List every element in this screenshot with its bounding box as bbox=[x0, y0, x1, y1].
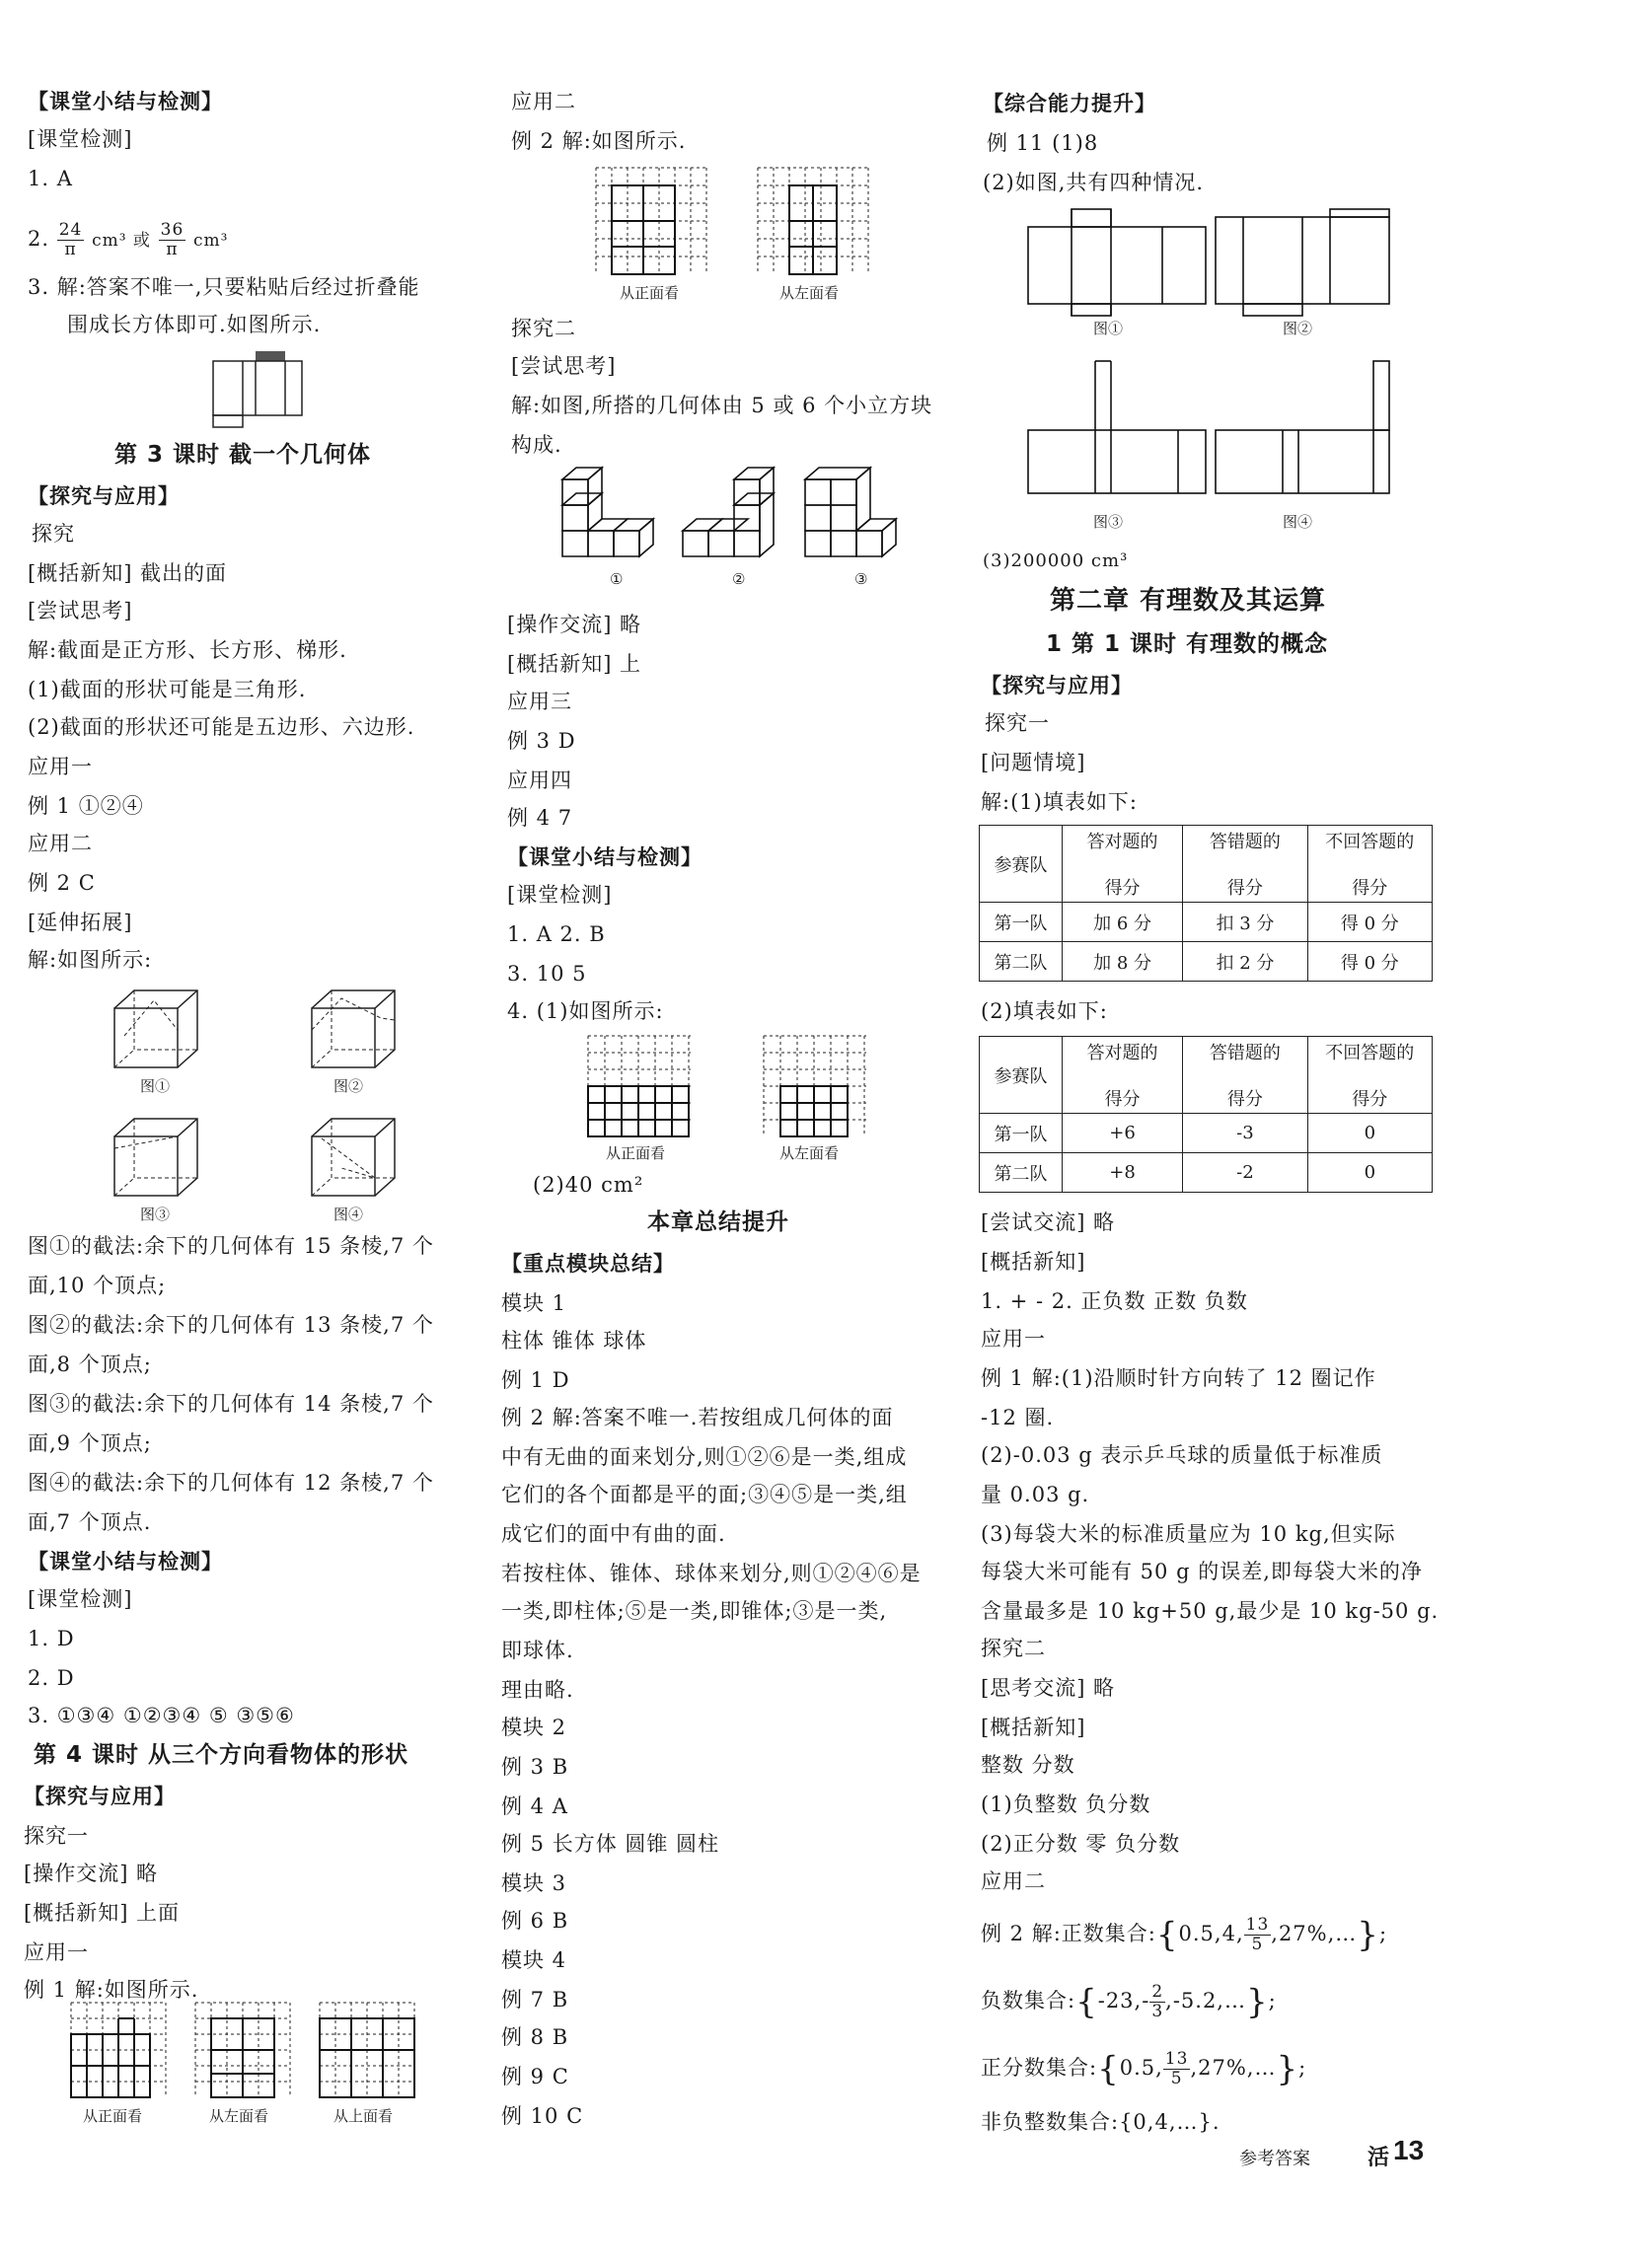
footer-brand: 活 bbox=[1368, 2145, 1390, 2170]
table-cell: +6 bbox=[1062, 1114, 1182, 1153]
view-grid-left bbox=[764, 1036, 872, 1138]
application-label: 应用四 bbox=[507, 768, 572, 792]
example-2-line: 若按柱体、锥体、球体来划分,则①②④⑥是 bbox=[501, 1562, 922, 1585]
explore-label: 探究一 bbox=[985, 711, 1050, 735]
figure-number: ③ bbox=[854, 570, 868, 588]
try-think-heading: [尝试思考] bbox=[28, 599, 133, 622]
example-3: 例 3 D bbox=[507, 729, 576, 753]
view-grid-front bbox=[596, 168, 714, 276]
table-cell: 第一队 bbox=[980, 903, 1063, 942]
summary-new-knowledge: [概括新知] 截出的面 bbox=[28, 561, 228, 585]
view-grid-left bbox=[758, 168, 876, 276]
view-caption: 从正面看 bbox=[606, 1144, 666, 1162]
example-2-line: 一类,即柱体;⑤是一类,即锥体;③是一类, bbox=[501, 1599, 888, 1623]
box-net-figure bbox=[213, 351, 312, 430]
explore-label: 探究一 bbox=[24, 1824, 89, 1848]
table-cell: 第二队 bbox=[980, 1153, 1063, 1193]
table-cell: 第一队 bbox=[980, 1114, 1063, 1153]
summary-new-knowledge: [概括新知] 上 bbox=[507, 652, 642, 676]
example-2-line: 它们的各个面都是平的面;③④⑤是一类,组 bbox=[501, 1483, 908, 1506]
try-think-heading: [尝试思考] bbox=[511, 354, 617, 378]
solution-line: (1)截面的形状可能是三角形. bbox=[28, 678, 307, 701]
table-cell: 加 8 分 bbox=[1062, 942, 1182, 982]
concept-line: (2)正分数 零 负分数 bbox=[981, 1832, 1181, 1856]
module-label: 模块 3 bbox=[501, 1871, 567, 1895]
answer-2: 2. $\frac{24}{\pi}$ cm³ 或 $\frac{36}{\pi}$ cm³ bbox=[28, 220, 229, 259]
score-table-2 bbox=[979, 1036, 1433, 1193]
solution-line: 解:如图,所搭的几何体由 5 或 6 个小立方块 bbox=[511, 394, 933, 417]
application-label: 应用二 bbox=[511, 90, 576, 113]
view-caption: 从左面看 bbox=[779, 284, 840, 302]
view-grid-front bbox=[71, 2003, 166, 2101]
fraction: $\frac{13}{5}$ bbox=[1245, 1915, 1270, 1954]
cut-description: 面,9 个顶点; bbox=[28, 1431, 152, 1455]
table-cell: 得 0 分 bbox=[1307, 942, 1432, 982]
solution-line: (2)填表如下: bbox=[981, 999, 1108, 1023]
box-net-4 bbox=[1216, 361, 1393, 509]
view-grid-top bbox=[320, 2003, 414, 2101]
cube-cut-figure-4 bbox=[312, 1119, 401, 1198]
example-2-line: 理由略. bbox=[501, 1678, 574, 1702]
explore-heading: 【探究与应用】 bbox=[981, 673, 1133, 697]
positive-fraction-set: 正分数集合:{0.5, $\frac{13}{5}$ ,27%,…}; bbox=[981, 2049, 1307, 2089]
example-1-line: -12 圈. bbox=[981, 1406, 1055, 1429]
figure-caption: 图③ bbox=[140, 1206, 171, 1223]
think-exchange: [思考交流] 略 bbox=[981, 1676, 1116, 1700]
comprehensive-heading: 【综合能力提升】 bbox=[983, 91, 1156, 115]
example-1: 例 1 ①②④ bbox=[28, 794, 144, 818]
table-cell: +8 bbox=[1062, 1153, 1182, 1193]
try-exchange: [尝试交流] 略 bbox=[981, 1210, 1116, 1234]
operation-exchange: [操作交流] 略 bbox=[24, 1862, 159, 1885]
chapter-title: 第二章 有理数及其运算 bbox=[1050, 586, 1327, 616]
table-header: 不回答题的 得分 bbox=[1307, 1037, 1432, 1114]
answer-2: 2. D bbox=[28, 1666, 75, 1690]
example-3: 例 3 B bbox=[501, 1755, 569, 1779]
example-2-line: 例 2 解:答案不唯一.若按组成几何体的面 bbox=[501, 1406, 894, 1429]
example-1: 例 1 解:如图所示. bbox=[24, 1978, 199, 2002]
example-2-line: 成它们的面中有曲的面. bbox=[501, 1522, 726, 1546]
summary-heading: 【课堂小结与检测】 bbox=[28, 1549, 223, 1573]
table-header: 答错题的 得分 bbox=[1183, 1037, 1307, 1114]
figure-number: ② bbox=[732, 570, 746, 588]
answer-4-part2: (2)40 cm² bbox=[533, 1173, 644, 1197]
application-label: 应用一 bbox=[28, 755, 93, 778]
example-1-line: (2)-0.03 g 表示乒乓球的质量低于标准质 bbox=[981, 1443, 1383, 1467]
cube-stack-figure-2 bbox=[683, 476, 781, 564]
check-heading: [课堂检测] bbox=[28, 1587, 133, 1611]
example-7: 例 7 B bbox=[501, 1988, 569, 2012]
figure-number: ① bbox=[610, 570, 624, 588]
table-cell: 0 bbox=[1307, 1153, 1432, 1193]
operation-exchange: [操作交流] 略 bbox=[507, 613, 642, 636]
table-header: 答对题的 得分 bbox=[1062, 826, 1182, 903]
example-2: 例 2 解:如图所示. bbox=[511, 129, 687, 153]
solution-line: 构成. bbox=[511, 433, 562, 457]
example-1-line: 每袋大米可能有 50 g 的误差,即每袋大米的净 bbox=[981, 1560, 1423, 1583]
summary-heading: 【课堂小结与检测】 bbox=[28, 89, 223, 113]
example-2-line: 即球体. bbox=[501, 1639, 574, 1662]
cube-cut-figure-2 bbox=[312, 990, 401, 1069]
cube-cut-figure-3 bbox=[114, 1119, 203, 1198]
explore-label: 探究二 bbox=[981, 1637, 1046, 1660]
cut-description: 面,8 个顶点; bbox=[28, 1353, 152, 1376]
view-caption: 从左面看 bbox=[209, 2107, 269, 2125]
answer-1: 1. D bbox=[28, 1627, 75, 1650]
box-net-2 bbox=[1216, 209, 1393, 318]
explore-label: 探究二 bbox=[511, 317, 576, 340]
fraction: $\frac{36}{\pi}$ bbox=[160, 220, 185, 259]
example-2: 例 2 C bbox=[28, 871, 96, 895]
view-grid-front bbox=[588, 1036, 697, 1138]
fraction: $\frac{13}{5}$ bbox=[1164, 2049, 1189, 2088]
example-11-part2: (2)如图,共有四种情况. bbox=[983, 171, 1205, 194]
example-1-line: 含量最多是 10 kg+50 g,最少是 10 kg-50 g. bbox=[981, 1599, 1440, 1623]
view-caption: 从上面看 bbox=[333, 2107, 394, 2125]
table-cell: 得 0 分 bbox=[1307, 903, 1432, 942]
cube-cut-figure-1 bbox=[114, 990, 203, 1069]
lesson4-title: 第 4 课时 从三个方向看物体的形状 bbox=[34, 1742, 409, 1768]
example-4: 例 4 A bbox=[501, 1794, 568, 1818]
cut-description: 图①的截法:余下的几何体有 15 条棱,7 个 bbox=[28, 1234, 434, 1258]
fraction: $\frac{24}{\pi}$ bbox=[58, 220, 83, 259]
application-label: 应用三 bbox=[507, 690, 572, 713]
example-6: 例 6 B bbox=[501, 1909, 569, 1933]
concept-line: 整数 分数 bbox=[981, 1753, 1075, 1777]
answer-3-line2: 围成长方体即可.如图所示. bbox=[67, 313, 322, 336]
lesson-title: 1 第 1 课时 有理数的概念 bbox=[1046, 631, 1329, 657]
summary-new-knowledge: [概括新知] 上面 bbox=[24, 1901, 181, 1925]
example-11: 例 11 (1)8 bbox=[987, 131, 1099, 155]
answer-1: 1. A bbox=[28, 167, 73, 190]
score-table-1 bbox=[979, 825, 1433, 982]
solution-line: (2)截面的形状还可能是五边形、六边形. bbox=[28, 715, 415, 739]
extension-heading: [延伸拓展] bbox=[28, 911, 133, 934]
lesson3-title: 第 3 课时 截一个几何体 bbox=[114, 442, 372, 468]
summary-new-knowledge: [概括新知] bbox=[981, 1716, 1086, 1739]
table-header: 答对题的 得分 bbox=[1062, 1037, 1182, 1114]
figure-caption: 图② bbox=[333, 1077, 364, 1095]
cut-description: 图②的截法:余下的几何体有 13 条棱,7 个 bbox=[28, 1313, 434, 1337]
concept-line: (1)负整数 负分数 bbox=[981, 1792, 1151, 1816]
non-negative-integer-set: 非负整数集合:{0,4,…}. bbox=[981, 2110, 1220, 2134]
check-heading: [课堂检测] bbox=[507, 883, 613, 907]
figure-caption: 图④ bbox=[333, 1206, 364, 1223]
table-cell: -3 bbox=[1183, 1114, 1307, 1153]
answer-3: 3. ①③④ ①②③④ ⑤ ③⑤⑥ bbox=[28, 1704, 295, 1727]
cut-description: 面,10 个顶点; bbox=[28, 1274, 167, 1297]
example-1-line: 例 1 解:(1)沿顺时针方向转了 12 圈记作 bbox=[981, 1366, 1376, 1390]
cut-description: 图④的截法:余下的几何体有 12 条棱,7 个 bbox=[28, 1471, 434, 1495]
answers-1-2: 1. A 2. B bbox=[507, 922, 606, 946]
page-number: 13 bbox=[1393, 2135, 1425, 2165]
figure-caption: 图① bbox=[140, 1077, 171, 1095]
example-11-part3: (3)200000 cm³ bbox=[983, 550, 1129, 571]
example-2-line: 中有无曲的面来划分,则①②⑥是一类,组成 bbox=[501, 1445, 908, 1469]
table-cell: 加 6 分 bbox=[1062, 903, 1182, 942]
example-5: 例 5 长方体 圆锥 圆柱 bbox=[501, 1832, 720, 1856]
example-1: 例 1 D bbox=[501, 1368, 570, 1392]
view-caption: 从正面看 bbox=[83, 2107, 143, 2125]
cube-stack-figure-3 bbox=[805, 476, 904, 564]
answers-1-2: 1. + - 2. 正负数 正数 负数 bbox=[981, 1289, 1248, 1313]
cut-description: 图③的截法:余下的几何体有 14 条棱,7 个 bbox=[28, 1392, 434, 1416]
figure-caption: 图① bbox=[1093, 320, 1124, 337]
application-label: 应用一 bbox=[981, 1327, 1046, 1351]
solution-line: 解:如图所示: bbox=[28, 948, 153, 972]
table-cell: 第二队 bbox=[980, 942, 1063, 982]
example-1-line: 量 0.03 g. bbox=[981, 1483, 1090, 1506]
table-header: 参赛队 bbox=[980, 826, 1063, 903]
figure-caption: 图④ bbox=[1283, 513, 1313, 531]
summary-heading: 【课堂小结与检测】 bbox=[507, 844, 703, 869]
answer-3: 3. 10 5 bbox=[507, 962, 587, 986]
solution-line: 解:截面是正方形、长方形、梯形. bbox=[28, 638, 347, 662]
example-4: 例 4 7 bbox=[507, 806, 573, 830]
module-1-answer: 柱体 锥体 球体 bbox=[501, 1329, 647, 1353]
example-8: 例 8 B bbox=[501, 2025, 569, 2049]
check-heading: [课堂检测] bbox=[28, 127, 133, 151]
example-1-line: (3)每袋大米的标准质量应为 10 kg,但实际 bbox=[981, 1522, 1396, 1546]
cube-stack-figure-1 bbox=[562, 476, 661, 564]
view-grid-left bbox=[195, 2003, 290, 2101]
application-label: 应用二 bbox=[981, 1869, 1046, 1893]
table-cell: 扣 3 分 bbox=[1183, 903, 1307, 942]
example-10: 例 10 C bbox=[501, 2104, 584, 2128]
table-header: 不回答题的 得分 bbox=[1307, 826, 1432, 903]
explore-label: 探究 bbox=[32, 522, 75, 546]
explore-heading: 【探究与应用】 bbox=[28, 483, 180, 508]
answer-4: 4. (1)如图所示: bbox=[507, 999, 664, 1023]
module-label: 模块 4 bbox=[501, 1948, 567, 1972]
answer-3-line1: 3. 解:答案不唯一,只要粘贴后经过折叠能 bbox=[28, 275, 420, 299]
box-net-3 bbox=[1028, 361, 1206, 509]
application-label: 应用一 bbox=[24, 1940, 89, 1964]
table-cell: 0 bbox=[1307, 1114, 1432, 1153]
example-9: 例 9 C bbox=[501, 2065, 569, 2088]
table-header: 答错题的 得分 bbox=[1183, 826, 1307, 903]
positive-set: 例 2 解:正数集合:{0.5,4, $\frac{13}{5}$ ,27%,…}; bbox=[981, 1915, 1388, 1955]
application-label: 应用二 bbox=[28, 832, 93, 855]
explore-heading: 【探究与应用】 bbox=[24, 1784, 176, 1808]
summary-new-knowledge: [概括新知] bbox=[981, 1250, 1086, 1274]
table-cell: -2 bbox=[1183, 1153, 1307, 1193]
table-cell: 扣 2 分 bbox=[1183, 942, 1307, 982]
module-label: 模块 1 bbox=[501, 1291, 567, 1315]
view-caption: 从正面看 bbox=[620, 284, 680, 302]
problem-heading: [问题情境] bbox=[981, 751, 1086, 774]
footer-reference: 参考答案 bbox=[1239, 2149, 1310, 2169]
cut-description: 面,7 个顶点. bbox=[28, 1510, 152, 1534]
fraction: $\frac{2}{3}$ bbox=[1151, 1982, 1164, 2021]
chapter-summary-title: 本章总结提升 bbox=[647, 1209, 789, 1235]
key-module-heading: 【重点模块总结】 bbox=[501, 1251, 675, 1276]
module-label: 模块 2 bbox=[501, 1716, 567, 1739]
figure-caption: 图② bbox=[1283, 320, 1313, 337]
negative-set: 负数集合:{-23,- $\frac{2}{3}$ ,-5.2,…}; bbox=[981, 1982, 1277, 2022]
view-caption: 从左面看 bbox=[779, 1144, 840, 1162]
table-header: 参赛队 bbox=[980, 1037, 1063, 1114]
solution-line: 解:(1)填表如下: bbox=[981, 790, 1138, 814]
figure-caption: 图③ bbox=[1093, 513, 1124, 531]
box-net-1 bbox=[1028, 209, 1206, 318]
